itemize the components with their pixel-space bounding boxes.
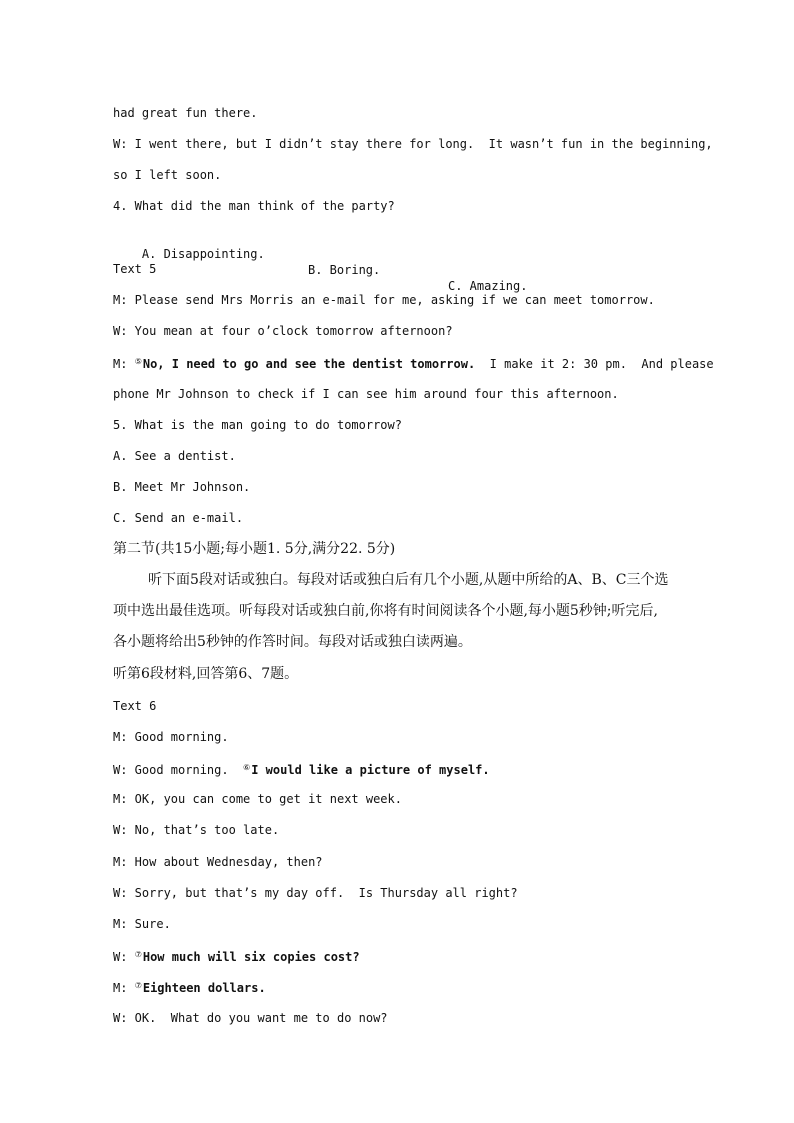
highlighted-answer: I would like a picture of myself. <box>251 763 490 777</box>
speaker-label: M: <box>113 981 135 995</box>
speaker-label: M: <box>113 357 135 371</box>
text-line: M: Please send Mrs Morris an e-mail for me, asking if we can meet tomorrow. <box>113 293 655 307</box>
instruction-line: 各小题将给出5秒钟的作答时间。每段对话或独白读两遍。 <box>113 634 472 650</box>
instruction-line: 听第6段材料,回答第6、7题。 <box>113 666 299 682</box>
text-line: had great fun there. <box>113 106 258 120</box>
text-line: M: OK, you can come to get it next week. <box>113 792 402 806</box>
text-line: W: I went there, but I didn’t stay there for long. It wasn’t fun in the beginning, <box>113 137 713 151</box>
text-line <box>113 354 714 372</box>
line-remainder: I make it 2: 30 pm. And please <box>475 357 714 371</box>
option-a: A. See a dentist. <box>113 449 236 463</box>
text-line: W: Sorry, but that’s my day off. Is Thursday all right? <box>113 886 518 900</box>
section-heading: Text 6 <box>113 699 157 713</box>
highlighted-answer: No, I need to go and see the dentist tomorrow. <box>142 357 476 371</box>
text-line: W: You mean at four o’clock tomorrow afternoon? <box>113 324 453 338</box>
section-title: 第二节(共15小题;每小题1. 5分,满分22. 5分) <box>113 541 396 557</box>
instruction-line: 听下面5段对话或独白。每段对话或独白后有几个小题,从题中所给的A、B、C三个选 <box>148 572 669 588</box>
circled-number-marker: ⑦ <box>134 981 142 990</box>
option-c: C. Amazing. <box>448 279 528 293</box>
text-line <box>113 978 266 996</box>
text-line: M: Sure. <box>113 917 171 931</box>
question-5: 5. What is the man going to do tomorrow? <box>113 418 402 432</box>
text-line: phone Mr Johnson to check if I can see him around four this afternoon. <box>113 387 619 401</box>
text-line: M: How about Wednesday, then? <box>113 855 323 869</box>
highlighted-answer: How much will six copies cost? <box>142 950 360 964</box>
text-line: so I left soon. <box>113 168 222 182</box>
option-c: C. Send an e-mail. <box>113 511 244 525</box>
section-heading: Text 5 <box>113 262 157 276</box>
text-line <box>113 760 490 778</box>
speaker-label: W: <box>113 950 135 964</box>
circled-number-marker: ⑥ <box>243 763 251 772</box>
question-4: 4. What did the man think of the party? <box>113 199 395 213</box>
text-line: W: No, that’s too late. <box>113 823 280 837</box>
speaker-label: W: Good morning. <box>113 763 244 777</box>
instruction-line: 项中选出最佳选项。听每段对话或独白前,你将有时间阅读各个小题,每小题5秒钟;听完后, <box>113 603 658 619</box>
text-line <box>113 947 360 965</box>
highlighted-answer: Eighteen dollars. <box>142 981 266 995</box>
option-b: B. Meet Mr Johnson. <box>113 480 251 494</box>
option-a: A. Disappointing. <box>141 247 265 261</box>
circled-number-marker: ⑦ <box>134 950 142 959</box>
text-line: W: OK. What do you want me to do now? <box>113 1011 388 1025</box>
option-b: B. Boring. <box>308 263 381 277</box>
text-line: M: Good morning. <box>113 730 229 744</box>
circled-number-marker: ⑤ <box>134 357 142 366</box>
